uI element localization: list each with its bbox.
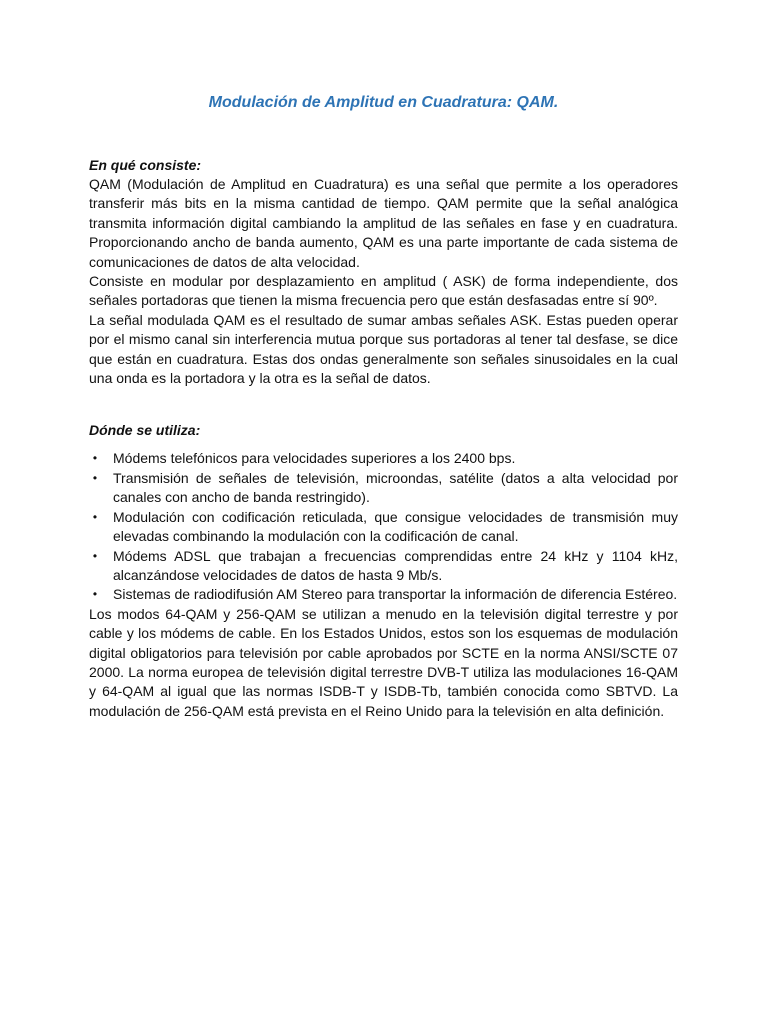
list-item <box>92 469 678 508</box>
bullet-icon: • <box>92 509 98 524</box>
list-item <box>92 508 678 547</box>
list-item-text: Módems telefónicos para velocidades superiores a los 2400 bps. <box>113 450 516 467</box>
document-title: Modulación de Amplitud en Cuadratura: QAM. <box>208 94 559 111</box>
document-page <box>89 92 678 721</box>
paragraph-qam-standards: Los modos 64-QAM y 256-QAM se utilizan a menudo en la televisión digital terrestre y por cable y los módems de cable. En los Estados Unidos, estos son los esquemas de modulación digital obligatorios para televisión por cable aprobados por SCTE en la norma ANSI/SCTE 07 2000. La norma europea de televisión digital terrestre DVB-T utiliza las modulaciones 16-QAM y 64-QAM al igual que las normas ISDB-T y ISDB-Tb, también conocida como SBTVD. La modulación de 256-QAM está prevista en el Reino Unido para la televisión en alta definición. <box>89 605 678 719</box>
list-item-text: Modulación con codificación reticulada, que consigue velocidades de transmisión muy elevadas combinando la modulación con la codificación de canal. <box>113 508 678 545</box>
list-item <box>92 547 678 586</box>
list-item-text: Módems ADSL que trabajan a frecuencias comprendidas entre 24 kHz y 1104 kHz, alcanzándose velocidades de datos de hasta 9 Mb/s. <box>113 547 678 583</box>
paragraph-quadrature: La señal modulada QAM es el resultado de sumar ambas señales ASK. Estas pueden operar por el mismo canal sin interferencia mutua porque sus portadoras al tener tal desfase, se dice que están en cuadratura. Estas dos ondas generalmente son señales sinusoidales en la cual una onda es la portadora y la otra es la señal de datos. <box>89 311 678 387</box>
list-item <box>92 449 678 468</box>
list-item <box>92 585 678 604</box>
bullet-icon: • <box>92 451 98 466</box>
bullet-icon: • <box>92 587 98 602</box>
section-heading-what-it-is: En qué consiste: <box>89 157 202 173</box>
list-item-text: Sistemas de radiodifusión AM Stereo para transportar la información de diferencia Estéreo. <box>113 586 678 603</box>
bullet-icon: • <box>92 470 98 485</box>
list-item-text: Transmisión de señales de televisión, microondas, satélite (datos a alta velocidad por canales con ancho de banda restringido). <box>113 469 678 506</box>
paragraph-definition: QAM (Modulación de Amplitud en Cuadratura) es una señal que permite a los operadores transferir más bits en la misma cantidad de tiempo. QAM permite que la señal analógica transmita información digital cambiando la amplitud de las señales en fase y en cuadratura. Proporcionando ancho de banda aumento, QAM es una parte importante de cada sistema de comunicaciones de datos de alta velocidad. <box>89 176 678 270</box>
bullet-icon: • <box>92 548 98 563</box>
section-heading-where-used: Dónde se utiliza: <box>89 422 201 439</box>
paragraph-ask-modulation: Consiste en modular por desplazamiento en amplitud ( ASK) de forma independiente, dos señales portadoras que tienen la misma frecuencia pero que están desfasadas entre sí 90º. <box>89 273 678 309</box>
usage-list <box>89 449 678 604</box>
